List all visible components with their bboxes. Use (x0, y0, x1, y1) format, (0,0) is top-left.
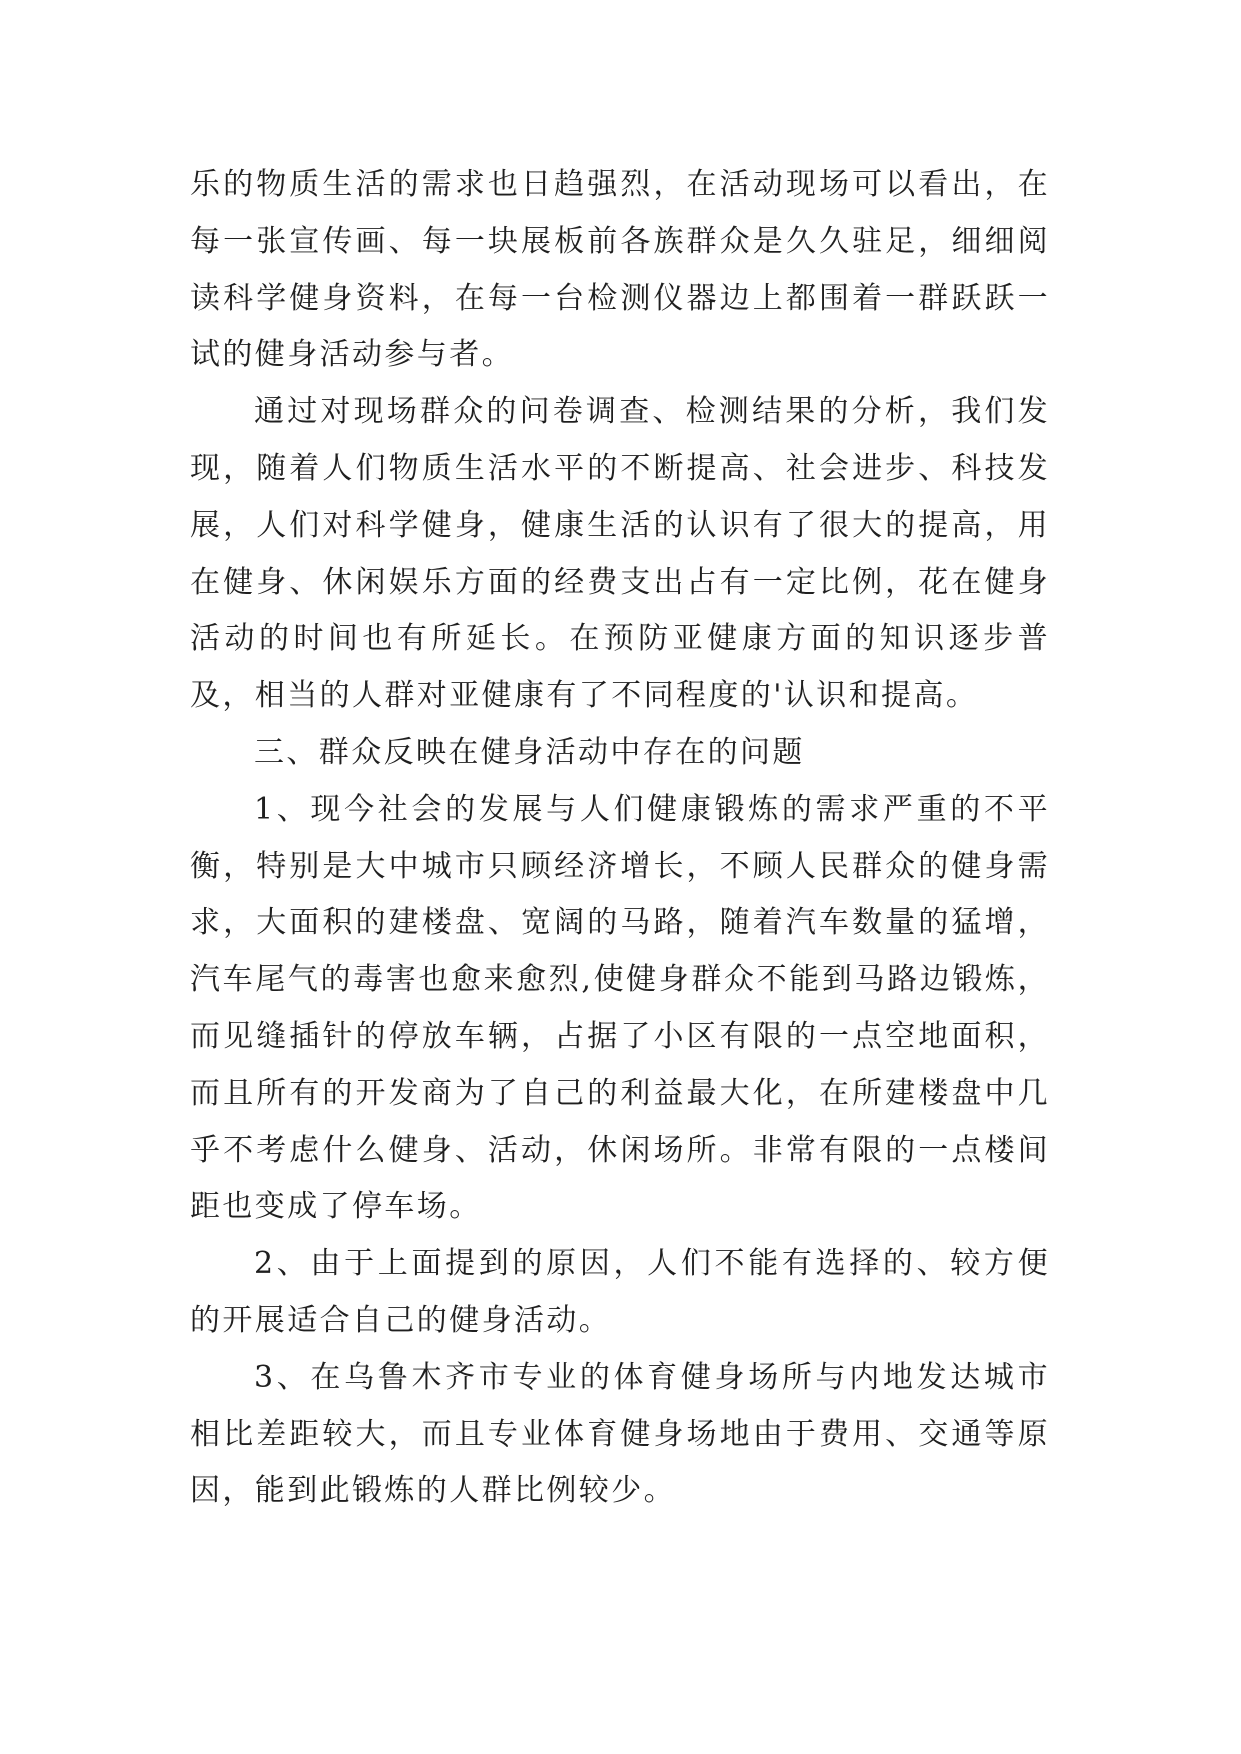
paragraph-continued: 乐的物质生活的需求也日趋强烈，在活动现场可以看出，在每一张宣传画、每一块展板前各族群众是久久驻足，细细阅读科学健身资料，在每一台检测仪器边上都围着一群跃跃一试的健身活动参与者。 (190, 167, 1050, 373)
document-body (190, 157, 1050, 1520)
paragraph-problem-2: 2、由于上面提到的原因，人们不能有选择的、较方便的开展适合自己的健身活动。 (190, 1246, 1050, 1338)
section-heading-problems: 三、群众反映在健身活动中存在的问题 (254, 734, 805, 770)
paragraph-problem-1: 1、现今社会的发展与人们健康锻炼的需求严重的不平衡，特别是大中城市只顾经济增长，不顾人民群众的健身需求，大面积的建楼盘、宽阔的马路，随着汽车数量的猛增，汽车尾气的毒害也愈来愈烈,使健身群众不能到马路边锻炼，而见缝插针的停放车辆，占据了小区有限的一点空地面积，而且所有的开发商为了自己的利益最大化，在所建楼盘中几乎不考虑什么健身、活动，休闲场所。非常有限的一点楼间距也变成了停车场。 (190, 791, 1050, 1225)
paragraph-survey-findings: 通过对现场群众的问卷调查、检测结果的分析，我们发现，随着人们物质生活水平的不断提高、社会进步、科技发展，人们对科学健身，健康生活的认识有了很大的提高，用在健身、休闲娱乐方面的经费支出占有一定比例，花在健身活动的时间也有所延长。在预防亚健康方面的知识逐步普及，相当的人群对亚健康有了不同程度的'认识和提高。 (190, 394, 1050, 714)
paragraph-problem-3: 3、在乌鲁木齐市专业的体育健身场所与内地发达城市相比差距较大，而且专业体育健身场地由于费用、交通等原因，能到此锻炼的人群比例较少。 (190, 1359, 1050, 1509)
